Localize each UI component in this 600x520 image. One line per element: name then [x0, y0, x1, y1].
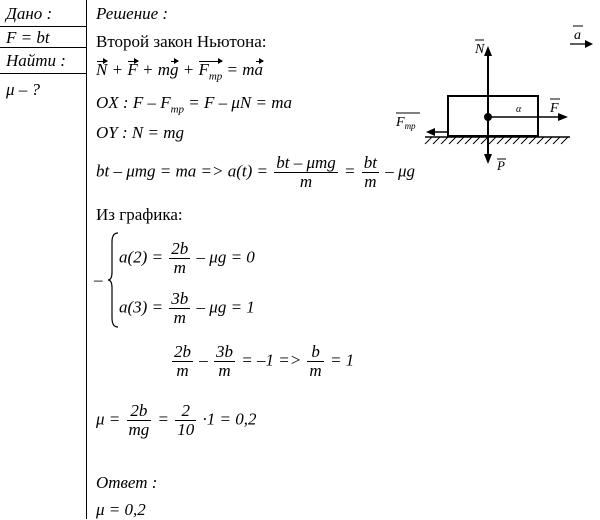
mu-tail: ·1 = 0,2 — [198, 409, 257, 429]
plus-1: + — [107, 60, 128, 79]
diff-mid: = –1 => — [237, 350, 306, 370]
sys2-tail: – μg = 1 — [192, 297, 255, 317]
acceleration-arrowhead — [585, 40, 593, 48]
system-equation-2 — [119, 290, 255, 327]
vector-equation — [96, 60, 263, 86]
frac2-num: bt — [363, 153, 378, 172]
sys1-a: a(2) = — [119, 247, 168, 267]
applied-force-arrowhead — [558, 113, 568, 121]
mu-num2: 2 — [175, 402, 196, 421]
fraction-b-over-m — [307, 343, 323, 380]
label-a: a — [574, 28, 581, 43]
diff-den2: m — [218, 361, 231, 380]
find-label: Найти : — [6, 51, 66, 70]
vector-F: F — [127, 60, 138, 79]
diff-num2: 3b — [216, 342, 233, 361]
diff-num3: b — [307, 343, 323, 362]
diff-minus: – — [195, 350, 212, 370]
answer-value: μ = 0,2 — [96, 500, 146, 519]
frac2-den: m — [364, 172, 377, 191]
sys2-num: 3b — [171, 289, 189, 308]
diff-den1: m — [176, 361, 189, 380]
mu-calculation — [96, 402, 257, 439]
force-diagram — [380, 20, 595, 180]
given-label: Дано : — [6, 4, 53, 23]
label-alpha: α — [516, 104, 522, 115]
fraction-2b-over-m — [169, 240, 190, 277]
sys1-den: m — [173, 258, 186, 277]
mu-den1: mg — [128, 420, 150, 439]
diff-tail: = 1 — [325, 350, 355, 370]
diff-den3: m — [309, 361, 322, 380]
find-value: μ – ? — [6, 80, 41, 99]
fraction-bt-over-m — [362, 154, 379, 191]
fraction-diff-1 — [172, 343, 193, 380]
given-value: F = bt — [6, 28, 50, 47]
sys2-a: a(3) = — [119, 297, 168, 317]
frac1-den: m — [299, 172, 313, 191]
mu-a: μ = — [96, 409, 125, 429]
find-value-divider — [0, 73, 86, 74]
label-Ftr — [395, 115, 416, 131]
vector-a: a — [254, 60, 264, 79]
system-minus-sign: – — [94, 270, 103, 289]
acceleration-equation — [96, 154, 415, 191]
from-graph-heading: Из графика: — [96, 205, 183, 224]
sys2-den: m — [173, 308, 186, 327]
vector-Ftr-letter: F — [198, 60, 209, 79]
block — [448, 96, 538, 136]
fraction-2-over-10 — [175, 402, 196, 439]
vector-Ftr-sub: тр — [208, 70, 223, 83]
fraction-3b-over-m — [169, 290, 190, 327]
fraction-diff-2 — [214, 343, 235, 380]
ox-part-b: = F – μN = ma — [184, 93, 293, 112]
ox-part-a: OX : F – F — [96, 93, 171, 112]
frac1-num: bt – μmg — [276, 153, 336, 172]
answer-label: Ответ : — [96, 473, 158, 492]
label-P: P — [497, 158, 505, 173]
weight-arrowhead — [484, 154, 492, 164]
label-N: N — [475, 42, 485, 57]
sys1-tail: – μg = 0 — [192, 247, 255, 267]
sys1-num: 2b — [171, 239, 189, 258]
ox-projection — [96, 93, 292, 119]
equals-m: = m — [222, 60, 255, 79]
system-brace — [107, 232, 119, 328]
newton-law-heading: Второй закон Ньютона: — [96, 32, 267, 51]
system-equation-1 — [119, 240, 255, 277]
plus-3: + — [178, 60, 199, 79]
vector-N: N — [96, 60, 108, 79]
ground-hatching — [425, 137, 568, 144]
oy-projection: OY : N = mg — [96, 123, 184, 142]
diff-num1: 2b — [174, 342, 191, 361]
mu-den2: 10 — [177, 420, 195, 439]
label-Ftr-sub: тр — [404, 121, 416, 131]
label-F: F — [550, 101, 559, 116]
vector-g: g — [169, 60, 179, 79]
fraction-2b-over-mg — [127, 402, 152, 439]
at-tail: – μg — [381, 161, 416, 181]
mu-equals: = — [153, 409, 174, 429]
mu-num1: 2b — [127, 402, 152, 421]
fraction-bt-mumg-over-m — [274, 154, 338, 191]
label-Ftr-letter: F — [396, 115, 405, 130]
plus-2: + m — [137, 60, 170, 79]
ox-sub: тр — [170, 103, 185, 116]
at-equals: = — [339, 161, 360, 181]
friction-arrowhead — [426, 128, 435, 136]
solution-title: Решение : — [96, 4, 169, 23]
given-divider — [0, 26, 86, 27]
at-part-a: bt – μmg = ma => a(t) = — [96, 161, 273, 181]
vector-Ftr — [198, 60, 222, 86]
normal-force-arrowhead — [484, 46, 492, 56]
difference-equation — [170, 343, 354, 380]
column-divider — [86, 0, 87, 519]
